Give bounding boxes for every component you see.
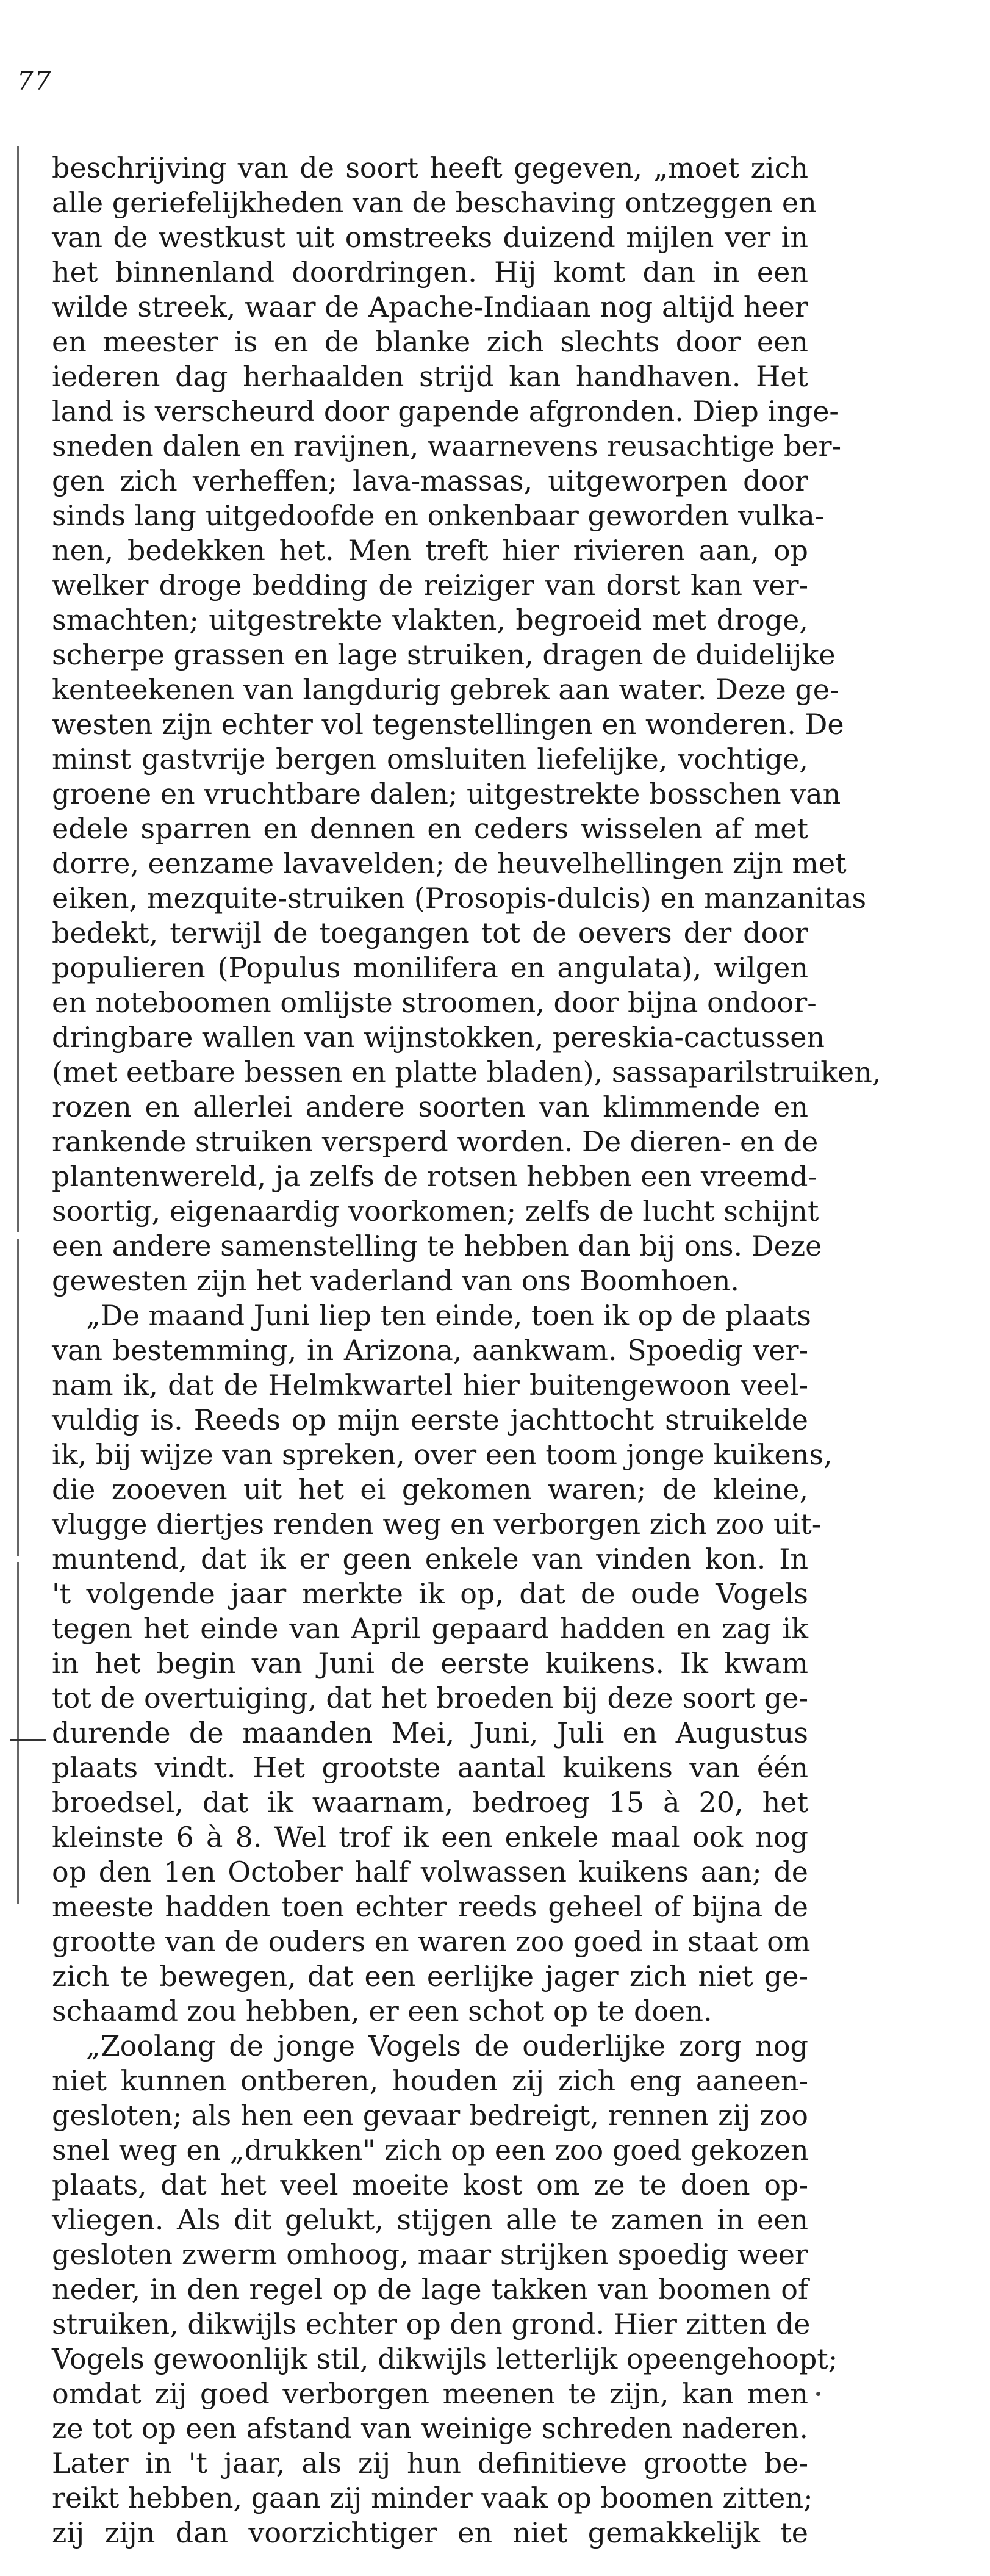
text-line: ik, bij wijze van spreken, over een toom jonge kuikens, — [52, 1438, 833, 1471]
text-line: in het begin van Juni de eerste kuikens. Ik kwam — [52, 1647, 808, 1680]
text-line: op den 1en October half volwassen kuikens aan; de — [52, 1855, 808, 1888]
text-line: niet kunnen ontberen, houden zij zich eng aaneen- — [52, 2064, 808, 2097]
text-line: van de westkust uit omstreeks duizend mijlen ver in — [52, 221, 808, 254]
text-line: ze tot op een afstand van weinige schreden naderen. — [52, 2412, 808, 2445]
text-line: welker droge bedding de reiziger van dorst kan ver- — [52, 569, 808, 602]
text-line: populieren (Populus monilifera en angulata), wilgen — [52, 951, 808, 984]
text-line: plaats vindt. Het grootste aantal kuikens van één — [52, 1751, 808, 1784]
text-line: sneden dalen en ravijnen, waarnevens reusachtige ber- — [52, 430, 842, 462]
text-line: een andere samenstelling te hebben dan bij ons. Deze — [52, 1229, 822, 1262]
text-line: groene en vruchtbare dalen; uitgestrekte bosschen van — [52, 777, 841, 810]
text-line: gewesten zijn het vaderland van ons Boomhoen. — [52, 1264, 739, 1297]
text-line: (met eetbare bessen en platte bladen), sassaparilstruiken, — [52, 1056, 881, 1088]
text-line: nen, bedekken het. Men treft hier rivieren aan, op — [52, 534, 808, 567]
text-line: smachten; uitgestrekte vlakten, begroeid met droge, — [52, 603, 808, 636]
text-line: vuldig is. Reeds op mijn eerste jachttocht struikelde — [52, 1403, 808, 1436]
margin-rule-middle — [17, 1239, 19, 1556]
text-line: broedsel, dat ik waarnam, bedroeg 15 à 20, het — [52, 1786, 808, 1819]
text-line: dringbare wallen van wijnstokken, pereskia-cactussen — [52, 1021, 825, 1054]
text-line: tot de overtuiging, dat het broeden bij deze soort ge- — [52, 1682, 808, 1714]
text-line: het binnenland doordringen. Hij komt dan in een — [52, 256, 808, 289]
margin-dot-mark — [816, 2392, 820, 2396]
text-line: vlugge diertjes renden weg en verborgen zich zoo uit- — [52, 1508, 822, 1541]
text-line: zij zijn dan voorzichtiger en niet gemakkelijk te — [52, 2516, 808, 2549]
text-line: sinds lang uitgedoofde en onkenbaar geworden vulka- — [52, 499, 825, 532]
text-line: dorre, eenzame lavavelden; de heuvelhellingen zijn met — [52, 847, 847, 880]
text-line: meeste hadden toen echter reeds geheel of bijna de — [52, 1890, 808, 1923]
text-line: 't volgende jaar merkte ik op, dat de oude Vogels — [52, 1577, 808, 1610]
text-line: kenteekenen van langdurig gebrek aan water. Deze ge- — [52, 673, 839, 706]
text-line: snel weg en „drukken" zich op een zoo goed gekozen — [52, 2134, 809, 2167]
text-line: eiken, mezquite-struiken (Prosopis-dulcis) en manzanitas — [52, 882, 867, 915]
text-line: struiken, dikwijls echter op den grond. Hier zitten de — [52, 2308, 811, 2340]
text-line: omdat zij goed verborgen meenen te zijn, kan men — [52, 2377, 808, 2410]
text-line: edele sparren en dennen en ceders wisselen af met — [52, 812, 808, 845]
text-line: zich te bewegen, dat een eerlijke jager zich niet ge- — [52, 1960, 808, 1993]
text-line: en noteboomen omlijste stroomen, door bijna ondoor- — [52, 986, 817, 1019]
text-line: die zooeven uit het ei gekomen waren; de kleine, — [52, 1473, 808, 1506]
text-line: „Zoolang de jonge Vogels de ouderlijke zorg nog — [86, 2029, 808, 2062]
text-line: rozen en allerlei andere soorten van klimmende en — [52, 1090, 808, 1123]
text-line: reikt hebben, gaan zij minder vaak op boomen zitten; — [52, 2481, 813, 2514]
margin-rule-top — [17, 146, 19, 1232]
margin-dash-mark — [10, 1739, 46, 1741]
text-line: tegen het einde van April gepaard hadden en zag ik — [52, 1612, 808, 1645]
text-line: wilde streek, waar de Apache-Indiaan nog altijd heer — [52, 290, 808, 323]
page-number: 77 — [17, 66, 52, 96]
text-line: en meester is en de blanke zich slechts door een — [52, 325, 808, 358]
text-line: Vogels gewoonlijk stil, dikwijls letterlijk opeengehoopt; — [52, 2342, 838, 2375]
text-line: beschrijving van de soort heeft gegeven, „moet zich — [52, 151, 808, 184]
text-line: gesloten; als hen een gevaar bedreigt, rennen zij zoo — [52, 2099, 808, 2132]
text-line: nam ik, dat de Helmkwartel hier buitengewoon veel- — [52, 1369, 808, 1401]
text-line: plantenwereld, ja zelfs de rotsen hebben een vreemd- — [52, 1160, 817, 1193]
text-line: kleinste 6 à 8. Wel trof ik een enkele maal ook nog — [52, 1821, 808, 1854]
text-line: „De maand Juni liep ten einde, toen ik op de plaats — [86, 1299, 811, 1332]
text-line: westen zijn echter vol tegenstellingen en wonderen. De — [52, 708, 844, 741]
text-line: neder, in den regel op de lage takken van boomen of — [52, 2273, 808, 2306]
body-text — [52, 151, 881, 2550]
text-line: land is verscheurd door gapende afgronden. Diep inge- — [52, 395, 839, 428]
margin-rule-lower — [17, 1562, 19, 1904]
text-line: soortig, eigenaardig voorkomen; zelfs de lucht schijnt — [52, 1195, 819, 1228]
text-line: vliegen. Als dit gelukt, stijgen alle te zamen in een — [52, 2203, 808, 2236]
text-line: van bestemming, in Arizona, aankwam. Spoedig ver- — [52, 1334, 808, 1367]
text-line: schaamd zou hebben, er een schot op te doen. — [52, 1995, 712, 2027]
text-line: durende de maanden Mei, Juni, Juli en Augustus — [52, 1716, 808, 1749]
text-line: rankende struiken versperd worden. De dieren- en de — [52, 1125, 819, 1158]
text-line: minst gastvrije bergen omsluiten liefelijke, vochtige, — [52, 743, 808, 775]
text-line: iederen dag herhaalden strijd kan handhaven. Het — [52, 360, 808, 393]
text-line: gesloten zwerm omhoog, maar strijken spoedig weer — [52, 2238, 808, 2271]
text-line: plaats, dat het veel moeite kost om ze te doen op- — [52, 2168, 808, 2201]
text-line: grootte van de ouders en waren zoo goed in staat om — [52, 1925, 811, 1958]
text-line: scherpe grassen en lage struiken, dragen de duidelijke — [52, 638, 836, 671]
text-line: alle geriefelijkheden van de beschaving ontzeggen en — [52, 186, 817, 219]
text-line: bedekt, terwijl de toegangen tot de oevers der door — [52, 916, 808, 949]
text-line: gen zich verheffen; lava-massas, uitgeworpen door — [52, 464, 808, 497]
text-line: muntend, dat ik er geen enkele van vinden kon. In — [52, 1542, 808, 1575]
text-line: Later in 't jaar, als zij hun definitieve grootte be- — [52, 2447, 808, 2480]
